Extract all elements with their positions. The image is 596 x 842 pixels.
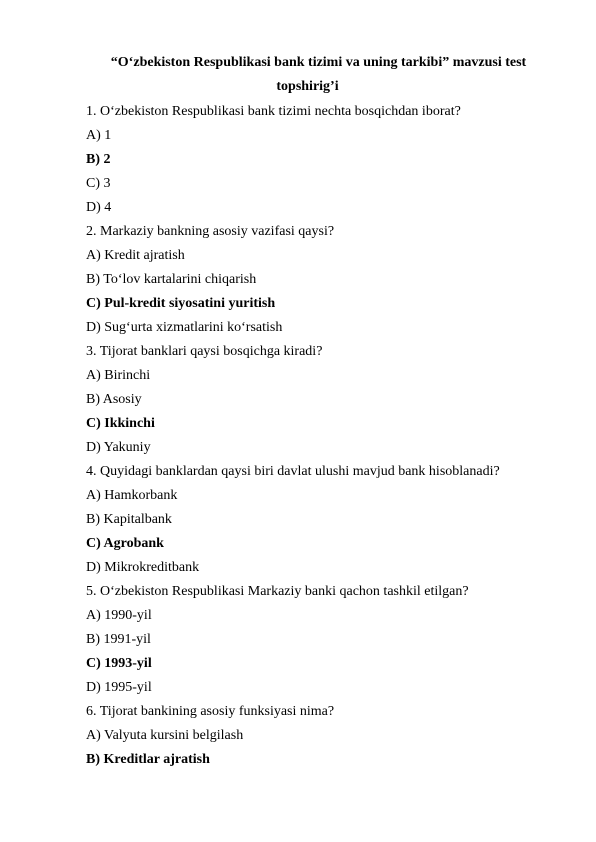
correct-answer-option: C) Agrobank [86, 536, 164, 551]
answer-option: A) 1 [86, 128, 112, 143]
answer-option: B) Kapitalbank [86, 512, 172, 527]
answer-option: D) Sug‘urta xizmatlarini ko‘rsatish [86, 320, 283, 335]
answer-option: D) Yakuniy [86, 440, 151, 455]
question-text: 5. O‘zbekiston Respublikasi Markaziy banki qachon tashkil etilgan? [86, 584, 469, 599]
question-text: 3. Tijorat banklari qaysi bosqichga kiradi? [86, 344, 323, 359]
answer-option: D) 4 [86, 200, 112, 215]
correct-answer-option: C) 1993-yil [86, 656, 152, 671]
answer-option: A) Hamkorbank [86, 488, 178, 503]
question-text: 2. Markaziy bankning asosiy vazifasi qaysi? [86, 224, 335, 239]
correct-answer-option: B) 2 [86, 152, 111, 167]
answer-option: A) Birinchi [86, 368, 151, 383]
question-text: 6. Tijorat bankining asosiy funksiyasi nima? [86, 704, 335, 719]
answer-option: A) Valyuta kursini belgilash [86, 728, 244, 743]
answer-option: D) 1995-yil [86, 680, 152, 695]
answer-option: B) 1991-yil [86, 632, 151, 647]
document-title-line-1: “O‘zbekiston Respublikasi bank tizimi va uning tarkibi” mavzusi test [110, 55, 527, 70]
correct-answer-option: C) Pul-kredit siyosatini yuritish [86, 296, 276, 311]
answer-option: B) To‘lov kartalarini chiqarish [86, 272, 257, 287]
question-text: 1. O‘zbekiston Respublikasi bank tizimi nechta bosqichdan iborat? [86, 104, 461, 119]
answer-option: D) Mikrokreditbank [86, 560, 200, 575]
document-title-line-2: topshirig’i [276, 79, 339, 94]
correct-answer-option: C) Ikkinchi [86, 416, 155, 431]
answer-option: A) Kredit ajratish [86, 248, 185, 263]
answer-option: C) 3 [86, 176, 111, 191]
question-text: 4. Quyidagi banklardan qaysi biri davlat ulushi mavjud bank hisoblanadi? [86, 464, 500, 479]
answer-option: A) 1990-yil [86, 608, 152, 623]
correct-answer-option: B) Kreditlar ajratish [86, 752, 210, 767]
answer-option: B) Asosiy [86, 392, 142, 407]
